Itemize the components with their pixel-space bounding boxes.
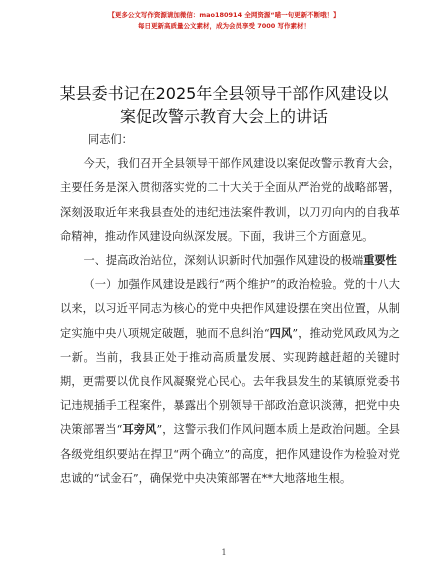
paragraph-1-1-bold-a: 四风: [269, 326, 293, 340]
paragraph-1-1-bold-b: 耳旁风: [122, 423, 157, 437]
paragraph-1-1-part-b: ”，推动党风政风为之一新。当前，我县正处于推动高质量发展、实现跨越赶超的关键时期，更需要以优良作风凝聚党心民心。去年我县发生的某镇原党委书记违规插手工程案件，暴露出个别领导干部政治意识淡薄，把党中央决策部署当“: [60, 326, 400, 437]
section-heading-1-bold: 重要性: [363, 254, 397, 268]
paragraph-1-1: [60, 273, 400, 491]
promo-banner-line2: 每日更新高质量公文素材，成为会员享受 7000 写作素材！: [137, 22, 311, 30]
paragraph-1-1-part-a: （一）加强作风建设是践行“两个维护”的政治检验。党的十八大以来，以习近平同志为核心的党中央把作风建设摆在突出位置，从制定实施中央八项规定破题，驰而不息纠治“: [60, 278, 400, 340]
promo-banner: [0, 10, 448, 32]
section-heading-1-text: 一、提高政治站位，深刻认识新时代加强作风建设的极端: [83, 254, 364, 268]
page-number: 1: [221, 548, 227, 557]
paragraph-intro: 今天，我们召开全县领导干部作风建设以案促改警示教育大会，主要任务是深入贯彻落实党的二十大关于全面从严治党的战略部署，深刻汲取近年来我县查处的违纪违法案件教训，以刀刃向内的自我革命精神，推动作风建设向纵深发展。下面，我讲三个方面意见。: [60, 157, 400, 243]
document-title: [40, 82, 408, 128]
document-body: [60, 128, 400, 491]
promo-banner-line1: 【更多公文写作资源请加微信：mao180914 全网资源“喵一句更新不断哦！】: [108, 11, 340, 19]
document-title-line2: 案促改警示教育大会上的讲话: [119, 107, 328, 126]
paragraph-1-1-part-c: ”，这警示我们作风问题本质上是政治问题。全县各级党组织要站在捍卫“两个确立”的高度，把作风建设作为检验对党忠诚的“试金石”，确保党中央决策部署在**大地落地生根。: [60, 423, 400, 485]
document-title-line1: 某县委书记在2025年全县领导干部作风建设以: [59, 84, 389, 103]
salutation: 同志们：: [88, 133, 133, 146]
section-heading-1: [60, 249, 400, 273]
